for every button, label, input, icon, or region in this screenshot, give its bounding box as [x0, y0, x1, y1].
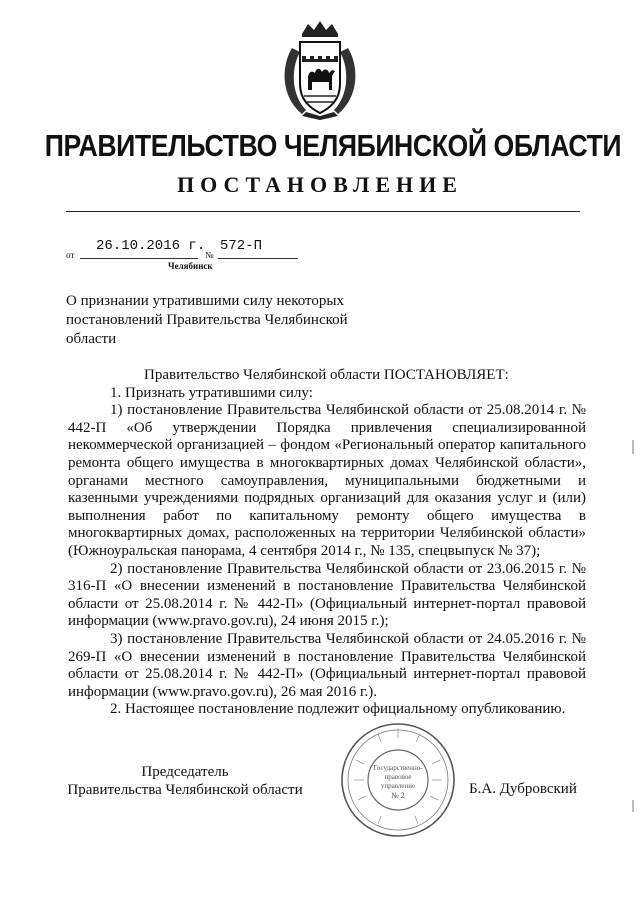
- paragraph-1-2: 2) постановление Правительства Челябинской области от 23.06.2015 г. № 316-П «О внесении изменений в постановление Правительства Челябинской области от 25.08.2014 г. № 442-П» (Официальный интернет-портал правовой информации (www.pravo.gov.ru), 24 июня 2015 г.);: [68, 560, 586, 630]
- number-underline: [218, 258, 298, 259]
- signer-title-line-2: Правительства Челябинской области: [67, 782, 303, 798]
- stamp-inner-line-3: управление: [380, 782, 416, 790]
- signer-title-line-1: Председатель: [141, 764, 229, 780]
- signer-name: Б.А. Дубровский: [469, 781, 577, 797]
- number-label: №: [205, 250, 214, 260]
- intro-paragraph: Правительство Челябинской области ПОСТАНОВЛЯЕТ:: [144, 367, 509, 383]
- header-divider: [66, 211, 580, 212]
- stamp-inner-line-4: № 2: [391, 791, 405, 800]
- document-type: ПОСТАНОВЛЕНИЕ: [177, 172, 463, 197]
- paragraph-1-1: 1) постановление Правительства Челябинской области от 25.08.2014 г. № 442-П «Об утверждении Порядка привлечения специализированной некоммерческой организацией – фондом «Региональный оператор капитального ремонта общего имущества в многоквартирных домах Челябинской области», органами местного самоуправления, муниципальными бюджетными и казенными учреждениями подрядных организаций для оказания услуг и (или) выполнения работ по капитальному ремонту общего имущества в многоквартирных домах, расположенных на территории Челябинской области» (Южноуральская панорама, 4 сентября 2014 г., № 135, спецвыпуск № 37);: [68, 402, 586, 559]
- paragraph-1: 1. Признать утратившими силу:: [110, 384, 313, 401]
- date-label: от: [66, 250, 75, 260]
- official-stamp-icon: [338, 720, 458, 840]
- document-date: 26.10.2016 г.: [96, 238, 206, 254]
- document-body: [68, 367, 586, 719]
- scan-edge-mark: [632, 440, 634, 454]
- paragraph-2: 2. Настоящее постановление подлежит официальному опубликованию.: [110, 701, 566, 718]
- signer-title: [66, 763, 304, 799]
- government-title: ПРАВИТЕЛЬСТВО ЧЕЛЯБИНСКОЙ ОБЛАСТИ: [44, 128, 622, 163]
- stamp-inner-line-2: правовое: [384, 773, 412, 781]
- document-number: 572-П: [220, 238, 263, 254]
- paragraph-1-3: 3) постановление Правительства Челябинской области от 24.05.2016 г. № 269-П «О внесении изменений в постановление Правительства Челябинской области от 25.08.2014 г. № 442-П» (Официальный интернет-портал правовой информации (www.pravo.gov.ru), 26 мая 2016 г.).: [68, 630, 586, 700]
- stamp-inner-line-1: Государственно-: [373, 764, 423, 772]
- city: Челябинск: [168, 261, 213, 271]
- coat-of-arms-icon: [272, 18, 368, 122]
- scan-edge-mark: [632, 800, 634, 812]
- date-underline: [80, 258, 198, 259]
- document-subject: О признании утратившими силу некоторых постановлений Правительства Челябинской области: [66, 293, 348, 347]
